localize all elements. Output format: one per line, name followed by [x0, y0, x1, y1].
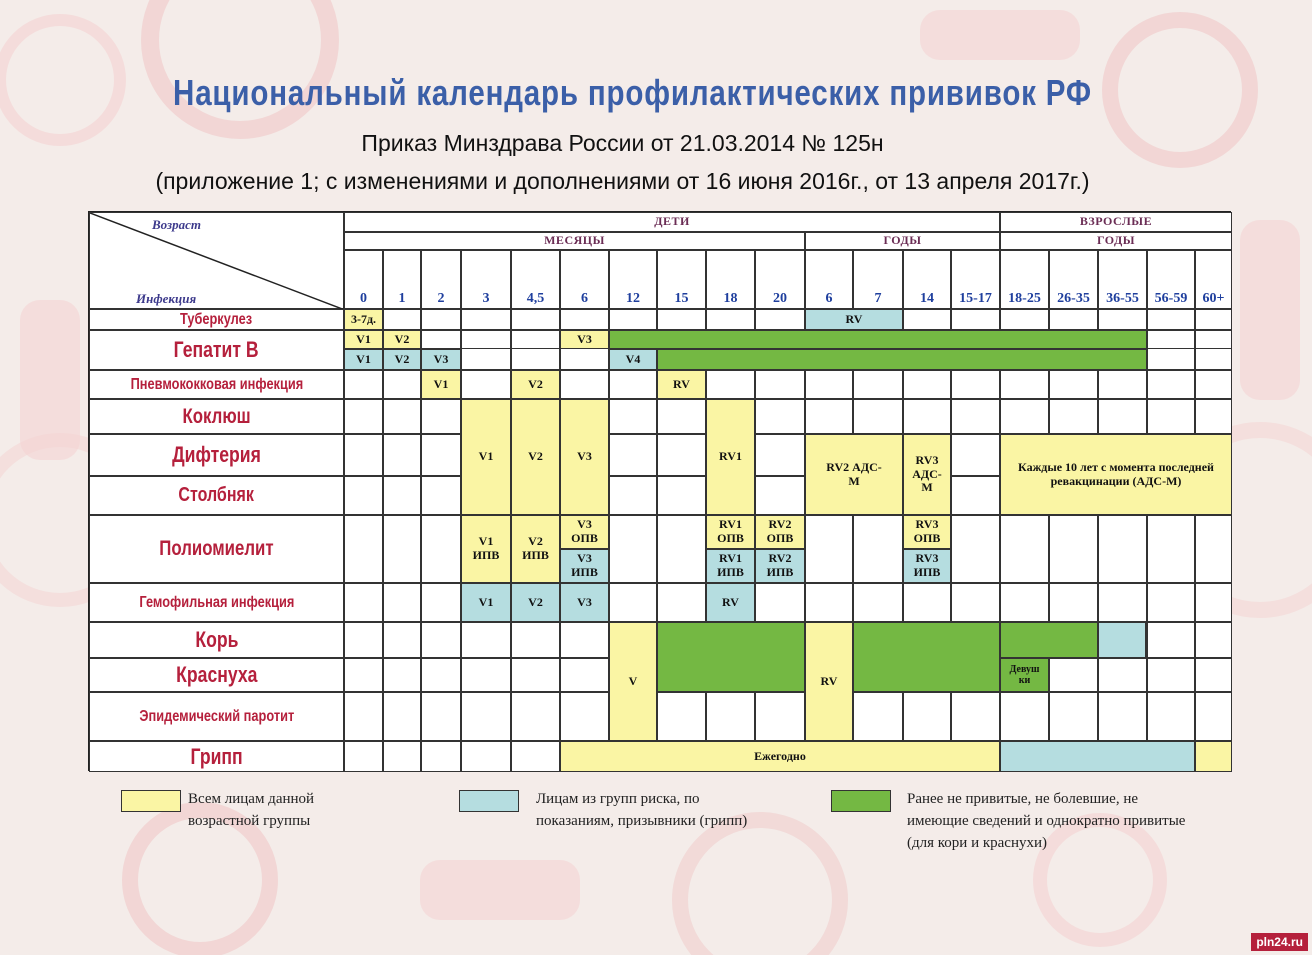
empty-cell [1049, 309, 1098, 330]
polio-v1-text: V1 ИПВ [472, 534, 500, 562]
empty-cell [1098, 658, 1147, 692]
infection-axis-label: Инфекция [136, 291, 197, 306]
table-corner-header [89, 212, 344, 309]
empty-cell [1049, 583, 1098, 622]
dtp-v1-cell: V1 [461, 399, 511, 515]
infection-name: Гепатит В [174, 337, 259, 362]
pneumo-v2-cell: V2 [511, 370, 560, 399]
polio-v3-ipv-cell [560, 549, 609, 583]
empty-cell [1195, 622, 1232, 658]
empty-cell [1000, 309, 1049, 330]
empty-cell [383, 434, 421, 476]
empty-cell [383, 370, 421, 399]
empty-cell [805, 583, 853, 622]
empty-cell [657, 399, 706, 434]
empty-cell [609, 434, 657, 476]
empty-cell [1195, 515, 1232, 583]
empty-cell [560, 622, 609, 658]
infection-name: Грипп [190, 743, 243, 769]
empty-cell [421, 476, 461, 515]
empty-cell [1049, 399, 1098, 434]
empty-cell [805, 370, 853, 399]
age-column-header: 6 [805, 250, 853, 309]
hepb-v2-cell: V2 [383, 330, 421, 349]
empty-cell [1098, 370, 1147, 399]
empty-cell [1195, 583, 1232, 622]
empty-cell [1049, 692, 1098, 741]
empty-cell [951, 399, 1000, 434]
empty-cell [1049, 658, 1098, 692]
empty-cell [344, 370, 383, 399]
child-years-header: ГОДЫ [805, 232, 1000, 250]
empty-cell [511, 692, 560, 741]
empty-cell [421, 515, 461, 583]
empty-cell [1147, 330, 1195, 349]
empty-cell [903, 309, 951, 330]
hepb-catchup-cell-2 [657, 349, 1147, 370]
empty-cell [1147, 370, 1195, 399]
infection-row-label [89, 622, 344, 658]
infection-row-label [89, 370, 344, 399]
empty-cell [657, 434, 706, 476]
legend-yellow-text: Всем лицам данной возрастной группы [188, 791, 315, 829]
tb-newborn-cell: 3-7д. [344, 309, 383, 330]
polio-v3-ipv-text: V3 ИПВ [571, 551, 598, 579]
empty-cell [951, 309, 1000, 330]
age-column-header: 6 [560, 250, 609, 309]
hepb-v3-cell: V3 [560, 330, 609, 349]
polio-rv1-ipv-cell [706, 549, 755, 583]
empty-cell [461, 309, 511, 330]
empty-cell [511, 309, 560, 330]
empty-cell [560, 692, 609, 741]
infection-name: Гемофильная инфекция [138, 593, 294, 611]
empty-cell [609, 476, 657, 515]
empty-cell [1049, 515, 1098, 583]
polio-rv1-ipv-text: RV1 ИПВ [717, 551, 744, 579]
empty-cell [1000, 692, 1049, 741]
empty-cell [1147, 692, 1195, 741]
empty-cell [1098, 399, 1147, 434]
empty-cell [344, 741, 383, 772]
empty-cell [1147, 515, 1195, 583]
empty-cell [421, 399, 461, 434]
empty-cell [383, 658, 421, 692]
empty-cell [657, 583, 706, 622]
infection-row-label [89, 515, 344, 583]
polio-v3-opv-text: V3 ОПВ [571, 517, 598, 545]
dtp-rv2-text: RV2 АДС-М [826, 459, 882, 488]
age-column-header: 26-35 [1049, 250, 1098, 309]
empty-cell [421, 692, 461, 741]
infection-row-label [89, 658, 344, 692]
empty-cell [903, 692, 951, 741]
infection-name: Пневмококковая инфекция [130, 375, 303, 393]
empty-cell [1000, 515, 1049, 583]
infection-name: Коклюш [182, 404, 251, 428]
corner-diagonal [90, 213, 345, 310]
empty-cell [461, 622, 511, 658]
empty-cell [609, 309, 657, 330]
infection-name: Столбняк [178, 484, 255, 506]
empty-cell [903, 583, 951, 622]
age-column-header: 0 [344, 250, 383, 309]
legend-green-swatch [831, 790, 891, 812]
page-title: Национальный календарь профилактических прививок РФ [173, 72, 1092, 113]
age-column-header: 60+ [1195, 250, 1232, 309]
empty-cell [1147, 658, 1195, 692]
measles-risk-cell [1098, 622, 1146, 658]
empty-cell [383, 583, 421, 622]
empty-cell [383, 741, 421, 772]
empty-cell [657, 515, 706, 583]
empty-cell [421, 309, 461, 330]
empty-cell [511, 622, 560, 658]
polio-v2-cell [511, 515, 560, 583]
hib-v2-cell: V2 [511, 583, 560, 622]
age-column-header: 20 [755, 250, 805, 309]
infection-name: Туберкулез [180, 310, 253, 328]
dtp-rv3-text: RV3 АДС-М [912, 452, 942, 495]
empty-cell [1147, 622, 1195, 658]
rubella-girls-text: Девуш ки [1009, 663, 1040, 686]
empty-cell [383, 309, 421, 330]
empty-cell [383, 399, 421, 434]
empty-cell [421, 741, 461, 772]
empty-cell [951, 434, 1000, 476]
hib-rv-cell: RV [706, 583, 755, 622]
empty-cell [1195, 370, 1232, 399]
empty-cell [344, 622, 383, 658]
infection-row-label [89, 330, 344, 370]
age-column-header: 7 [853, 250, 903, 309]
empty-cell [421, 622, 461, 658]
empty-cell [903, 399, 951, 434]
mmr-catchup-cell [657, 622, 805, 692]
age-column-header: 56-59 [1147, 250, 1195, 309]
empty-cell [383, 692, 421, 741]
infection-name: Корь [194, 627, 239, 652]
empty-cell [1000, 583, 1049, 622]
legend-green-text: Ранее не привитые, не болевшие, не имеющие сведений и однократно привитые (для кори и краснухи) [907, 791, 1186, 851]
empty-cell [461, 692, 511, 741]
empty-cell [853, 515, 903, 583]
children-header: ДЕТИ [344, 212, 1000, 232]
empty-cell [951, 583, 1000, 622]
age-column-header: 3 [461, 250, 511, 309]
flu-risk-cell [1000, 741, 1195, 772]
empty-cell [1000, 370, 1049, 399]
hepb-v1-cell: V1 [344, 330, 383, 349]
polio-rv2-ipv-text: RV2 ИПВ [766, 551, 794, 579]
empty-cell [421, 583, 461, 622]
infection-row-label [89, 399, 344, 434]
empty-cell [1098, 515, 1147, 583]
infection-name: Краснуха [175, 662, 258, 687]
empty-cell [1195, 658, 1232, 692]
age-column-header: 4,5 [511, 250, 560, 309]
empty-cell [657, 476, 706, 515]
empty-cell [755, 370, 805, 399]
empty-cell [755, 309, 805, 330]
legend-blue-swatch [459, 790, 519, 812]
dtp-v3-cell: V3 [560, 399, 609, 515]
empty-cell [421, 330, 461, 349]
empty-cell [951, 515, 1000, 583]
hepb-catchup-cell [609, 330, 1147, 349]
empty-cell [609, 583, 657, 622]
age-column-header: 18-25 [1000, 250, 1049, 309]
flu-elderly-cell [1195, 741, 1232, 772]
polio-v2-text: V2 ИПВ [522, 534, 549, 562]
dtp-rv1-cell: RV1 [706, 399, 755, 515]
empty-cell [853, 583, 903, 622]
pneumo-rv-cell: RV [657, 370, 706, 399]
pneumo-v1-cell: V1 [421, 370, 461, 399]
empty-cell [383, 476, 421, 515]
hepb-risk-v2-cell: V2 [383, 349, 421, 370]
age-column-header: 18 [706, 250, 755, 309]
infection-row-label [89, 583, 344, 622]
mmr-rv-cell: RV [805, 622, 853, 741]
adults-header: ВЗРОСЛЫЕ [1000, 212, 1232, 232]
empty-cell [1195, 692, 1232, 741]
polio-v3-opv-cell [560, 515, 609, 549]
polio-rv1-opv-cell [706, 515, 755, 549]
hib-v3-cell: V3 [560, 583, 609, 622]
adult-years-header: ГОДЫ [1000, 232, 1232, 250]
empty-cell [1147, 399, 1195, 434]
empty-cell [560, 309, 609, 330]
empty-cell [853, 692, 903, 741]
source-watermark: pln24.ru [1251, 933, 1308, 951]
empty-cell [1000, 399, 1049, 434]
dtp-rv2-cell [805, 434, 903, 515]
empty-cell [657, 692, 706, 741]
infection-row-label [89, 476, 344, 515]
hib-v1-cell: V1 [461, 583, 511, 622]
empty-cell [461, 741, 511, 772]
polio-rv3-ipv-text: RV3 ИПВ [913, 551, 941, 579]
empty-cell [1195, 330, 1232, 349]
empty-cell [1195, 399, 1232, 434]
empty-cell [1098, 692, 1147, 741]
polio-rv2-opv-cell [755, 515, 805, 549]
polio-v1-cell [461, 515, 511, 583]
empty-cell [657, 309, 706, 330]
age-column-header: 1 [383, 250, 421, 309]
vaccination-table [88, 211, 1231, 771]
empty-cell [755, 692, 805, 741]
empty-cell [609, 399, 657, 434]
empty-cell [511, 741, 560, 772]
polio-rv3-ipv-cell [903, 549, 951, 583]
polio-rv3-opv-text: RV3 ОПВ [913, 517, 941, 545]
empty-cell [461, 330, 511, 349]
dtp-v2-cell: V2 [511, 399, 560, 515]
measles-adult-catchup-cell [1000, 622, 1098, 658]
empty-cell [1098, 309, 1147, 330]
age-column-header: 15 [657, 250, 706, 309]
empty-cell [560, 370, 609, 399]
empty-cell [609, 515, 657, 583]
empty-cell [755, 583, 805, 622]
empty-cell [755, 476, 805, 515]
dtp-adult-cell: Каждые 10 лет с момента последней ревакцинации (АДС-М) [1000, 434, 1232, 515]
age-column-header: 36-55 [1098, 250, 1147, 309]
empty-cell [903, 370, 951, 399]
empty-cell [755, 434, 805, 476]
empty-cell [1147, 309, 1195, 330]
polio-rv2-opv-text: RV2 ОПВ [766, 517, 794, 545]
empty-cell [951, 370, 1000, 399]
empty-cell [461, 658, 511, 692]
empty-cell [853, 370, 903, 399]
polio-rv2-ipv-cell [755, 549, 805, 583]
empty-cell [344, 515, 383, 583]
empty-cell [383, 622, 421, 658]
empty-cell [344, 476, 383, 515]
age-column-header: 14 [903, 250, 951, 309]
empty-cell [421, 658, 461, 692]
empty-cell [344, 434, 383, 476]
empty-cell [805, 515, 853, 583]
empty-cell [421, 434, 461, 476]
infection-row-label [89, 309, 344, 330]
polio-rv1-opv-text: RV1 ОПВ [717, 517, 744, 545]
age-column-header: 15-17 [951, 250, 1000, 309]
empty-cell [344, 692, 383, 741]
months-header: МЕСЯЦЫ [344, 232, 805, 250]
empty-cell [511, 658, 560, 692]
empty-cell [344, 658, 383, 692]
infection-name: Эпидемический паротит [139, 707, 294, 725]
hepb-risk-v1-cell: V1 [344, 349, 383, 370]
infection-name: Полиомиелит [159, 537, 274, 560]
empty-cell [383, 515, 421, 583]
empty-cell [706, 309, 755, 330]
mmr-catchup-cell-2 [853, 622, 1000, 692]
rubella-girls-cell [1000, 658, 1049, 692]
dtp-rv3-cell [903, 434, 951, 515]
empty-cell [951, 476, 1000, 515]
amendments-subtitle: (приложение 1; с изменениями и дополнениями от 16 июня 2016г., от 13 апреля 2017г.) [155, 168, 1090, 194]
order-subtitle: Приказ Минздрава России от 21.03.2014 № 125н [361, 130, 884, 156]
empty-cell [805, 399, 853, 434]
hepb-risk-v3-cell: V3 [421, 349, 461, 370]
empty-cell [344, 399, 383, 434]
empty-cell [951, 692, 1000, 741]
infection-row-label [89, 692, 344, 741]
empty-cell [1049, 370, 1098, 399]
age-column-header: 2 [421, 250, 461, 309]
infection-row-label [89, 434, 344, 476]
empty-cell [706, 692, 755, 741]
infection-row-label [89, 741, 344, 772]
empty-cell [609, 370, 657, 399]
empty-cell [1098, 583, 1147, 622]
empty-cell [706, 370, 755, 399]
legend-yellow-swatch [121, 790, 181, 812]
age-axis-label: Возраст [152, 217, 201, 232]
flu-children-cell: Ежегодно [560, 741, 1000, 772]
empty-cell [1195, 309, 1232, 330]
hepb-risk-v4-cell: V4 [609, 349, 657, 370]
empty-cell [853, 399, 903, 434]
empty-cell [461, 370, 511, 399]
age-column-header: 12 [609, 250, 657, 309]
legend-blue-text: Лицам из групп риска, по показаниям, призывники (грипп) [536, 791, 748, 829]
tb-revaccination-cell: RV [805, 309, 903, 330]
empty-cell [1147, 583, 1195, 622]
polio-rv3-opv-cell [903, 515, 951, 549]
empty-cell [344, 583, 383, 622]
empty-cell [755, 399, 805, 434]
infection-name: Дифтерия [172, 442, 261, 467]
empty-cell [511, 330, 560, 349]
empty-cell [560, 658, 609, 692]
mmr-v-cell: V [609, 622, 657, 741]
